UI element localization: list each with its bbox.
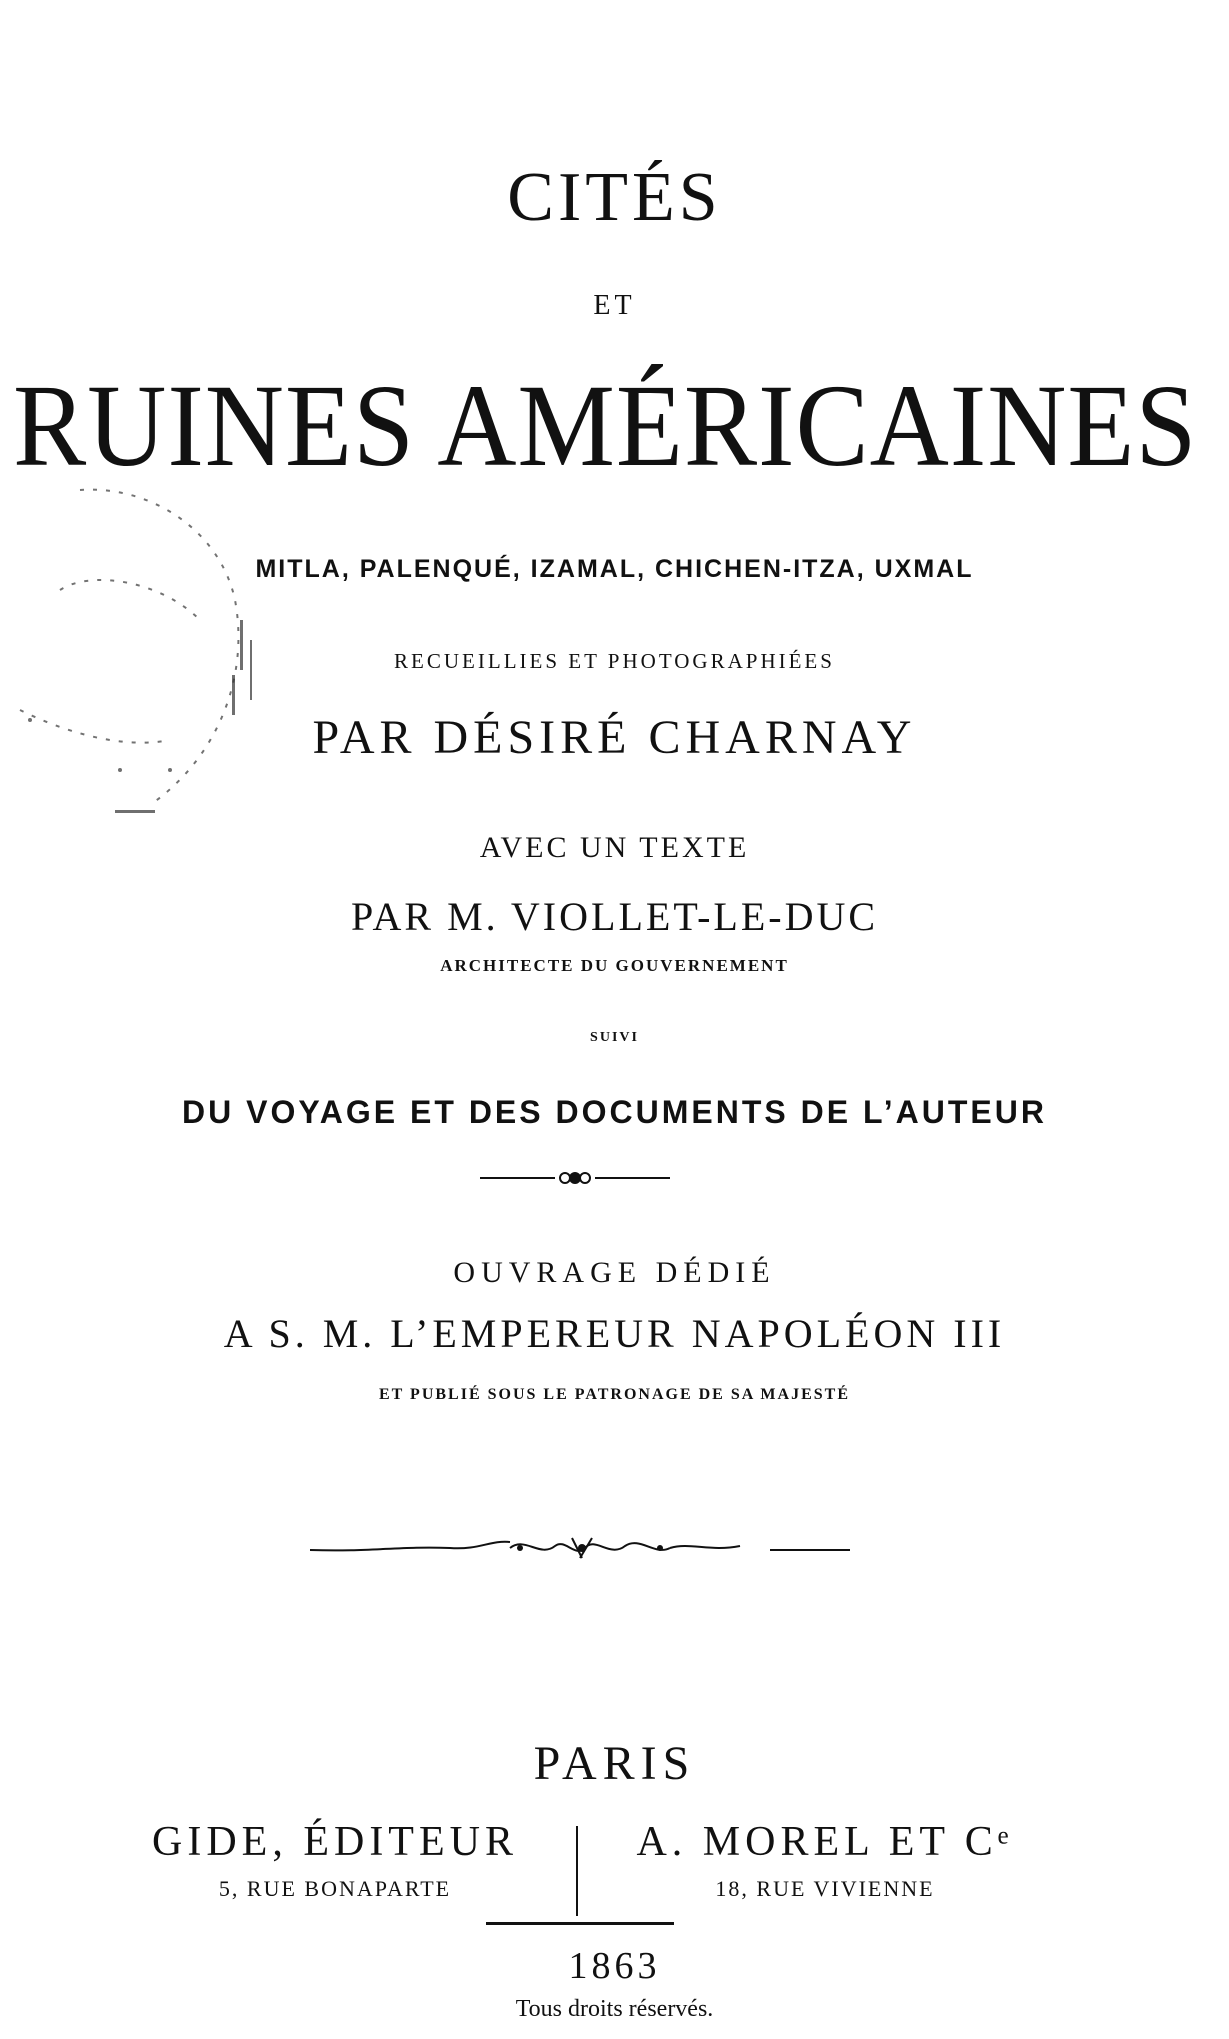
publisher-right — [600, 1818, 1050, 1902]
publisher-left-address: 5, RUE BONAPARTE — [218, 1876, 452, 1901]
followed-line: SUIVI — [590, 1030, 639, 1045]
author-line: PAR DÉSIRÉ CHARNAY — [312, 711, 917, 764]
imprint-city: PARIS — [533, 1737, 696, 1790]
imprint-year: 1863 — [568, 1945, 661, 1987]
publisher-left — [120, 1818, 550, 1902]
architect-line: ARCHITECTE DU GOUVERNEMENT — [440, 956, 789, 975]
rights-notice: Tous droits réservés. — [515, 1996, 714, 2022]
ornament-small-icon — [480, 1166, 670, 1190]
publisher-underline — [486, 1922, 674, 1925]
text-author-line: PAR M. VIOLLET-LE-DUC — [350, 894, 879, 939]
title-top: CITÉS — [507, 159, 722, 236]
publisher-right-address: 18, RUE VIVIENNE — [715, 1876, 935, 1901]
collected-line: RECUEILLIES ET PHOTOGRAPHIÉES — [394, 649, 835, 673]
voyage-line: DU VOYAGE ET DES DOCUMENTS DE L’AUTEUR — [182, 1094, 1047, 1130]
title-conjunction: ET — [593, 290, 636, 321]
dedication-line-2: A S. M. L’EMPEREUR NAPOLÉON III — [223, 1311, 1006, 1356]
title-main: RUINES AMÉRICAINES — [13, 360, 1198, 491]
publisher-right-name: A. MOREL ET Cᵉ — [636, 1819, 1014, 1865]
sites-list: MITLA, PALENQUÉ, IZAMAL, CHICHEN-ITZA, UXMAL — [255, 555, 974, 583]
publisher-left-name: GIDE, ÉDITEUR — [152, 1819, 518, 1865]
ornament-large-icon — [310, 1528, 850, 1568]
text-with-line: AVEC UN TEXTE — [479, 831, 750, 864]
publisher-divider — [576, 1826, 578, 1916]
dedication-line-1: OUVRAGE DÉDIÉ — [453, 1256, 776, 1289]
dedication-line-3: ET PUBLIÉ SOUS LE PATRONAGE DE SA MAJESTÉ — [379, 1386, 850, 1403]
